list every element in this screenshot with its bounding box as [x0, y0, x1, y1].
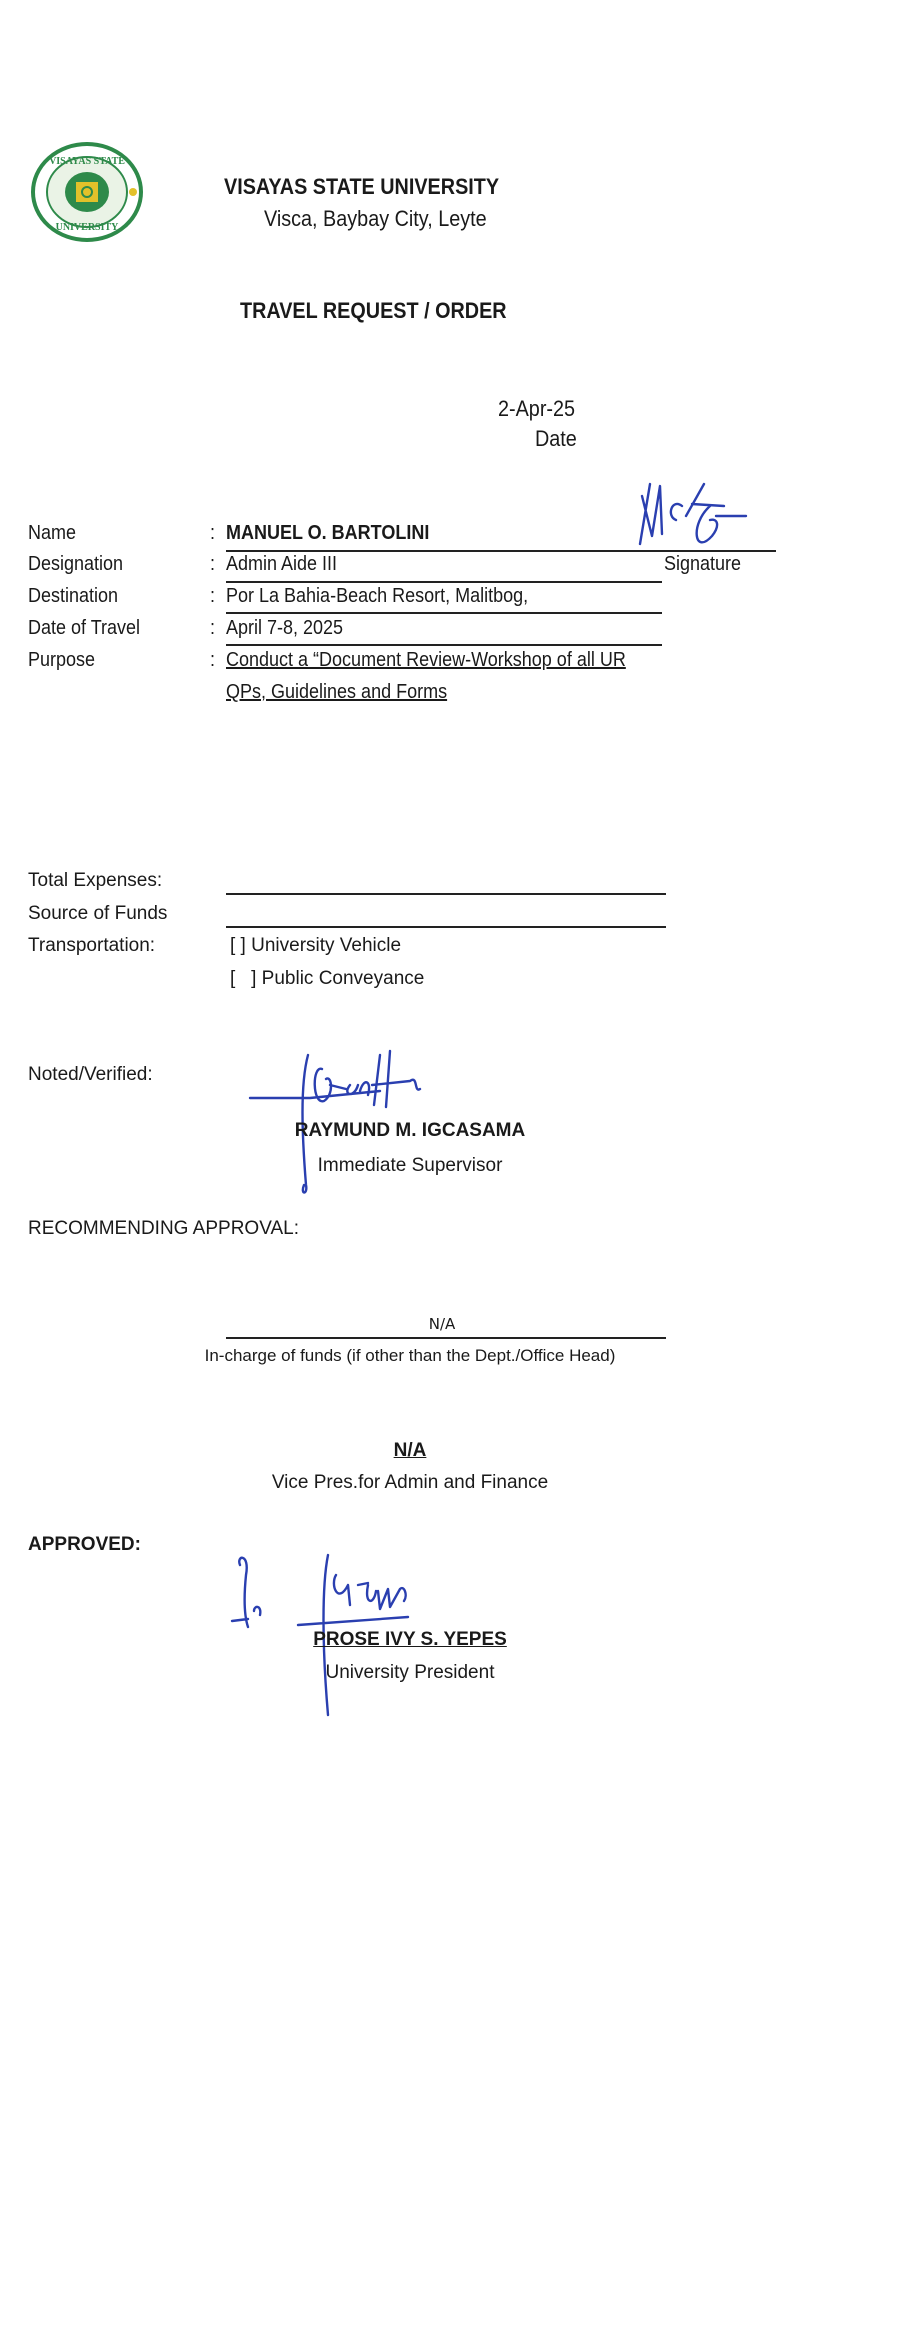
funds-incharge-role: In-charge of funds (if other than the Dept./Office Head) [204, 1346, 616, 1365]
signature-label: Signature [664, 553, 742, 575]
destination-value: Por La Bahia-Beach Resort, Malitbog, [226, 585, 529, 607]
purpose-line-2: QPs, Guidelines and Forms [226, 681, 448, 703]
university-vehicle-option[interactable]: [ ] University Vehicle [230, 935, 402, 956]
supervisor-role: Immediate Supervisor [317, 1155, 503, 1176]
source-of-funds-line [226, 926, 666, 928]
svg-text:UNIVERSITY: UNIVERSITY [55, 222, 119, 233]
university-address: Visca, Baybay City, Leyte [264, 206, 487, 231]
vp-value: N/A [393, 1440, 427, 1461]
date-label: Date [535, 426, 577, 451]
purpose-label: Purpose [28, 649, 96, 671]
name-value: MANUEL O. BARTOLINI [226, 522, 430, 544]
destination-underline [226, 612, 662, 614]
total-expenses-line [226, 893, 666, 895]
date-of-travel-value: April 7-8, 2025 [226, 617, 344, 639]
vp-role: Vice Pres.for Admin and Finance [271, 1472, 549, 1493]
name-label: Name [28, 522, 77, 544]
president-name: PROSE IVY S. YEPES [313, 1629, 507, 1650]
source-of-funds-label: Source of Funds [28, 903, 168, 924]
designation-value: Admin Aide III [226, 553, 338, 575]
funds-incharge-line [226, 1337, 666, 1339]
total-expenses-label: Total Expenses: [28, 870, 163, 891]
transportation-label: Transportation: [28, 935, 156, 956]
date-of-travel-underline [226, 644, 662, 646]
svg-text:VISAYAS STATE: VISAYAS STATE [49, 156, 125, 167]
designation-label: Designation [28, 553, 124, 575]
supervisor-name: RAYMUND M. IGCASAMA [294, 1120, 526, 1141]
university-seal-logo [30, 142, 144, 242]
university-name: VISAYAS STATE UNIVERSITY [224, 174, 500, 199]
funds-incharge-value: N/A [428, 1315, 456, 1333]
requester-signature [620, 476, 770, 556]
public-conveyance-option[interactable]: [ ] Public Conveyance [230, 968, 425, 989]
designation-underline [226, 581, 662, 583]
president-role: University President [325, 1662, 495, 1683]
date-value: 2-Apr-25 [498, 396, 576, 421]
approved-label: APPROVED: [28, 1534, 141, 1555]
date-of-travel-label: Date of Travel [28, 617, 141, 639]
noted-verified-label: Noted/Verified: [28, 1064, 153, 1085]
document-title: TRAVEL REQUEST / ORDER [240, 298, 507, 323]
destination-label: Destination [28, 585, 119, 607]
purpose-line-1: Conduct a “Document Review-Workshop of all UR [226, 649, 626, 671]
recommending-approval-label: RECOMMENDING APPROVAL: [28, 1218, 299, 1239]
